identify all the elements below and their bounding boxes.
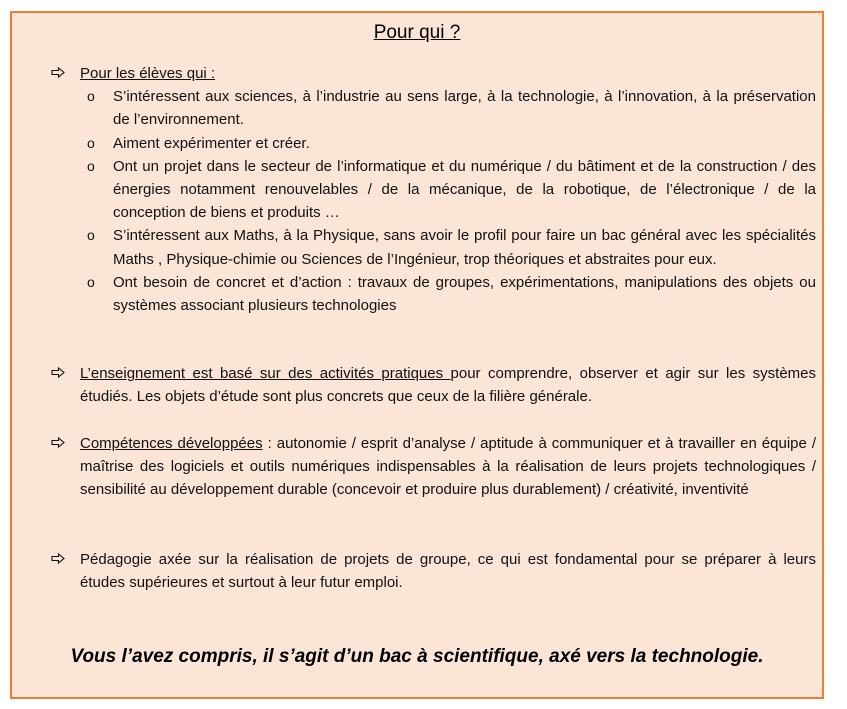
list-item: o S’intéressent aux Maths, à la Physique, sans avoir le profil pour faire un bac général avec les spécialités Maths , Physique-chimie ou Sciences de l’Ingénieur, trop théoriques et abstraites pour eux. — [87, 227, 816, 268]
section-skills-text: Compétences développées : autonomie / esprit d’analyse / aptitude à communiquer et à travailler en équipe / maîtrise des logiciels et outils numériques indispensables à la réalisation de leurs projets technologiques / sensibilité au développement durable (concevoir et produire plus durablement) / créativité, inventivité — [80, 435, 816, 499]
hollow-right-arrow-icon — [50, 362, 68, 385]
info-box — [10, 11, 824, 699]
page-title: Pour qui ? — [373, 22, 461, 43]
hollow-right-arrow-icon — [50, 432, 68, 455]
section-teaching — [50, 362, 816, 408]
section-pedagogy — [50, 548, 816, 594]
hollow-right-arrow-icon — [50, 548, 68, 571]
section-pedagogy-text: Pédagogie axée sur la réalisation de projets de groupe, ce qui est fondamental pour se préparer à leurs études supérieures et surtout à leur futur emploi. — [80, 551, 816, 592]
section-audience-heading: Pour les élèves qui : — [80, 65, 216, 82]
list-item: o S’intéressent aux sciences, à l’industrie au sens large, à la technologie, à l’innovation, à la préservation de l’environnement. — [87, 88, 816, 129]
list-item: o Aiment expérimenter et créer. — [87, 134, 310, 152]
list-item: o Ont besoin de concret et d’action : travaux de groupes, expérimentations, manipulations des objets ou systèmes associant plusieurs technologies — [87, 273, 816, 315]
closing-statement: Vous l’avez compris, il s’agit d’un bac à scientifique, axé vers la technologie. — [70, 646, 764, 667]
section-audience — [50, 62, 816, 317]
list-item: o Ont un projet dans le secteur de l’informatique et du numérique / du bâtiment et de la construction / des énergies notamment renouvelables / de la mécanique, de la robotique, de l’électronique / de la conception de biens et produits … — [87, 157, 816, 222]
hollow-right-arrow-icon — [50, 62, 68, 85]
section-skills — [50, 432, 816, 502]
audience-list — [50, 85, 816, 317]
section-teaching-text: L’enseignement est basé sur des activités pratiques pour comprendre, observer et agir sur les systèmes étudiés. Les objets d’étude sont plus concrets que ceux de la filière générale. — [80, 365, 816, 406]
